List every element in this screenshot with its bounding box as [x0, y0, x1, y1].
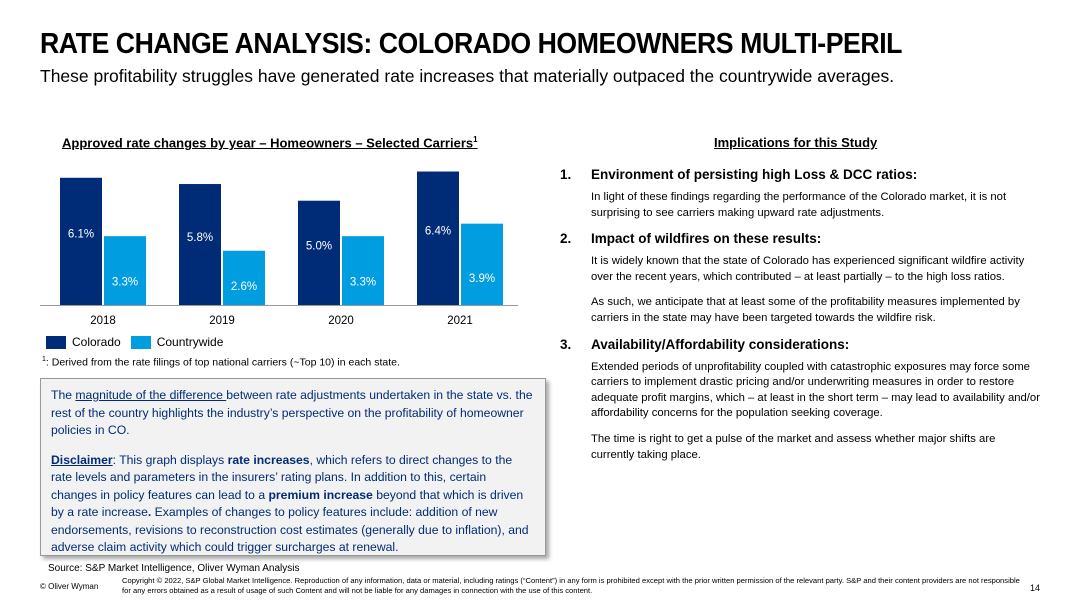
callout-bold-rate-increases: rate increases [227, 452, 310, 467]
implication-heading [560, 337, 1040, 352]
chart-title-footnote-marker: 1 [473, 135, 478, 144]
implication-paragraph: The time is right to get a pulse of the market and assess whether major shifts are currently taking place. [591, 432, 996, 461]
implication-paragraph: Extended periods of unprofitability coupled with catastrophic exposures may force some carriers to implement drastic pricing and/or underwriting measures in order to restore adequate profit margins, which – at least in the short term – may lead to availability and/or affordability concerns for the population seeking coverage. [591, 360, 1040, 420]
implication-paragraph: It is widely known that the state of Colorado has experienced significant wildfire activity over the recent years, which contributed – at least partially – to the high loss ratios. [591, 255, 1025, 283]
x-tick-label-2018: 2018 [90, 315, 116, 327]
data-label-countrywide-2018: 3.3% [111, 276, 139, 289]
x-tick-label-2019: 2019 [209, 315, 235, 327]
legend-item-colorado [46, 335, 121, 349]
bar-colorado-2021 [417, 172, 459, 305]
footnote-marker: 1 [42, 356, 46, 363]
implication-section-2 [560, 231, 1040, 326]
chart-title-text: Approved rate changes by year – Homeowners – Selected Carriers [62, 135, 474, 151]
copyright-notice: Copyright © 2022, S&P Global Market Intelligence. Reproduction of any information, data or material, including ratings (“Content”) in any form is prohibited except with the prior written permission of the relevant party. S&P and their content providers are not responsible for any errors obtained as a result of usage of such Content and will not be liable for any damages in connection with the use of this content. [122, 576, 1020, 595]
page-title: RATE CHANGE ANALYSIS: COLORADO HOMEOWNERS MULTI-PERIL [40, 28, 902, 60]
implication-paragraph: As such, we anticipate that at least some of the profitability measures implemented by carriers in the state may have been targeted towards the wildfire risk. [591, 296, 1020, 324]
chart-footnote [42, 356, 400, 369]
rate-change-chart [40, 155, 520, 335]
implications-list [560, 167, 1040, 473]
callout-box [40, 378, 546, 556]
callout-underline: magnitude of the difference [75, 388, 227, 402]
disclaimer-label: Disclaimer [51, 452, 113, 467]
implication-paragraph: In light of these findings regarding the performance of the Colorado market, it is not surprising to see carriers making upward rate adjustments. [591, 191, 1007, 219]
data-label-colorado-2020: 5.0% [305, 240, 333, 253]
callout-text: Examples of changes to policy features include: addition of new endorsements, revisions to reconstruction cost estimates (generally due to inflation), and adverse claim activity which could trigger surcharges at renewal. [51, 505, 529, 554]
x-tick-label-2021: 2021 [447, 315, 473, 327]
legend-item-countrywide [131, 335, 224, 349]
implication-heading-text: Environment of persisting high Loss & DCC ratios: [591, 167, 918, 182]
implication-heading [560, 167, 1040, 182]
implication-number: 3. [560, 336, 572, 352]
callout-text: beyond that which is driven by a rate increase [51, 487, 524, 519]
footnote-text: : Derived from the rate filings of top national carriers (~Top 10) in each state. [45, 356, 400, 369]
implication-heading-text: Availability/Affordability considerations: [591, 336, 850, 352]
callout-bold-premium-increase: premium increase [268, 487, 373, 502]
implication-number: 2. [560, 231, 572, 247]
page-number: 14 [1030, 583, 1041, 593]
implication-section-1 [560, 167, 1040, 221]
bar-countrywide-2018 [104, 236, 146, 305]
callout-text: . [147, 505, 152, 519]
implication-heading [560, 231, 1040, 246]
callout-text: , which refers to direct changes to the rate levels and parameters in the insurers’ rating plans. In addition to this, certain changes in policy features can lead to a [51, 452, 513, 502]
bar-colorado-2019 [179, 184, 221, 305]
bar-colorado-2018 [60, 178, 102, 305]
chart-legend [46, 335, 233, 349]
chart-title [62, 135, 478, 150]
bar-countrywide-2019 [223, 251, 265, 305]
data-label-countrywide-2021: 3.9% [468, 273, 496, 286]
legend-swatch-countrywide [131, 336, 151, 349]
legend-label-countrywide: Countrywide [156, 335, 224, 349]
page-subtitle: These profitability struggles have generated rate increases that materially outpaced the countrywide averages. [40, 66, 895, 86]
implication-number: 1. [560, 167, 572, 182]
implications-title: Implications for this Study [714, 135, 878, 150]
data-label-colorado-2019: 5.8% [186, 231, 214, 244]
implication-heading-text: Impact of wildfires on these results: [591, 231, 822, 247]
brand-copyright: © Oliver Wyman [40, 582, 99, 591]
x-tick-label-2020: 2020 [328, 315, 354, 327]
bar-colorado-2020 [298, 201, 340, 305]
bar-countrywide-2020 [342, 236, 384, 305]
bar-countrywide-2021 [461, 224, 503, 305]
legend-swatch-colorado [46, 336, 66, 349]
callout-text: : This graph displays [112, 452, 228, 467]
callout-text: between rate adjustments undertaken in the state vs. the rest of the country highlights the industry’s perspective on the profitability of homeowner policies in CO. [51, 388, 533, 437]
data-label-colorado-2018: 6.1% [67, 228, 95, 241]
data-label-colorado-2021: 6.4% [424, 225, 452, 238]
data-label-countrywide-2020: 3.3% [349, 276, 377, 289]
source-note: Source: S&P Market Intelligence, Oliver Wyman Analysis [48, 563, 300, 574]
data-label-countrywide-2019: 2.6% [230, 280, 258, 293]
callout-paragraph-2 [51, 452, 535, 557]
legend-label-colorado: Colorado [72, 335, 121, 349]
callout-text: The [51, 388, 76, 402]
callout-paragraph-1 [51, 387, 535, 440]
implication-section-3 [560, 337, 1040, 464]
